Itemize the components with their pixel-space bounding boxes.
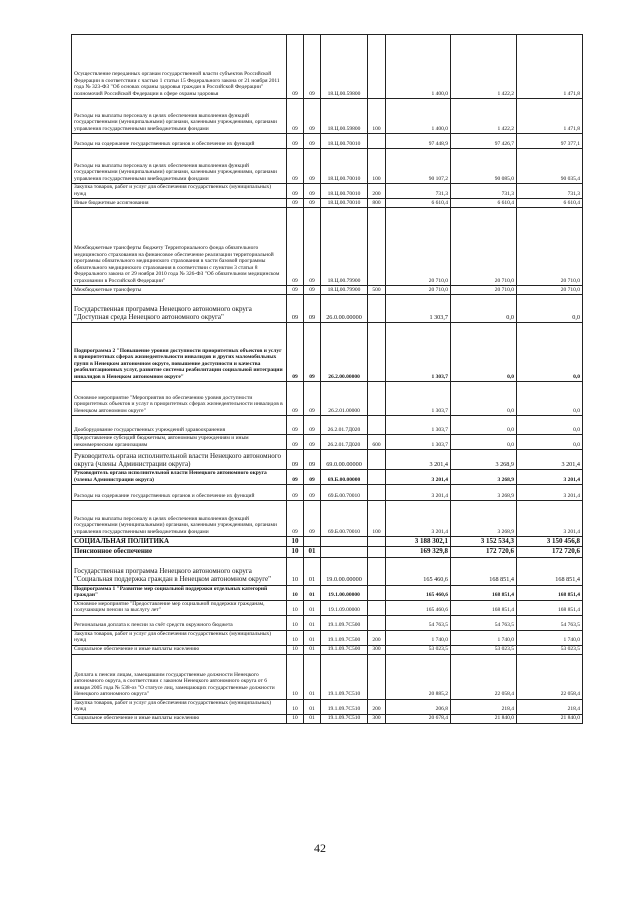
amount-year-3: 172 720,6	[517, 547, 583, 557]
amount-year-3: 0,0	[517, 295, 583, 323]
table-row	[72, 382, 583, 416]
row-name: Руководитель органа исполнительной власти Ненецкого автономного округа (члены Администрации округа)	[72, 450, 287, 470]
target-article-code: 18.Ц.00.70010	[321, 134, 368, 149]
subsection-code: 09	[304, 134, 321, 149]
target-article-code: 26.2.01.7Д020	[321, 435, 368, 450]
amount-year-1: 3 201,4	[386, 470, 451, 485]
subsection-code: 01	[304, 547, 321, 557]
table-row	[72, 286, 583, 295]
subsection-code: 09	[304, 435, 321, 450]
expense-type-code	[368, 382, 386, 416]
target-article-code: 18.Ц.00.70010	[321, 199, 368, 208]
subsection-code: 09	[304, 470, 321, 485]
subsection-code: 09	[304, 199, 321, 208]
amount-year-3: 97 377,1	[517, 134, 583, 149]
table-row	[72, 416, 583, 435]
expense-type-code	[368, 416, 386, 435]
expense-type-code: 100	[368, 99, 386, 134]
target-article-code	[321, 547, 368, 557]
amount-year-2: 54 763,5	[451, 615, 517, 630]
amount-year-2: 168 851,4	[451, 557, 517, 585]
row-name: Государственная программа Ненецкого автономного округа "Социальная поддержка граждан в Ненецком автономном округе"	[72, 557, 287, 585]
amount-year-3: 53 023,5	[517, 645, 583, 654]
amount-year-2: 0,0	[451, 323, 517, 382]
budget-table	[71, 34, 583, 724]
section-code: 09	[287, 134, 304, 149]
expense-type-code: 300	[368, 714, 386, 723]
target-article-code: 69.Б.00.70010	[321, 501, 368, 537]
amount-year-2: 172 720,6	[451, 547, 517, 557]
amount-year-3: 0,0	[517, 416, 583, 435]
expense-type-code	[368, 208, 386, 286]
subsection-code: 01	[304, 714, 321, 723]
expense-type-code	[368, 547, 386, 557]
expense-type-code	[368, 485, 386, 501]
target-article-code: 19.1.09.7С500	[321, 630, 368, 645]
subsection-code: 09	[304, 485, 321, 501]
amount-year-3: 0,0	[517, 382, 583, 416]
amount-year-2: 168 851,4	[451, 600, 517, 615]
expense-type-code: 200	[368, 184, 386, 199]
amount-year-2: 6 610,4	[451, 199, 517, 208]
amount-year-3: 3 201,4	[517, 470, 583, 485]
section-code: 09	[287, 286, 304, 295]
amount-year-1: 3 188 302,1	[386, 537, 451, 547]
amount-year-1: 1 303,7	[386, 416, 451, 435]
amount-year-2: 218,4	[451, 699, 517, 714]
amount-year-3: 54 763,5	[517, 615, 583, 630]
target-article-code: 19.1.09.7С510	[321, 699, 368, 714]
amount-year-2: 3 268,9	[451, 450, 517, 470]
amount-year-2: 731,3	[451, 184, 517, 199]
row-name: Руководитель органа исполнительной власти Ненецкого автономного округа (члены Администрации округа)	[72, 470, 287, 485]
row-name: СОЦИАЛЬНАЯ ПОЛИТИКА	[72, 537, 287, 547]
target-article-code: 18.Ц.00.79900	[321, 286, 368, 295]
amount-year-1: 1 400,0	[386, 35, 451, 99]
amount-year-1: 3 201,4	[386, 485, 451, 501]
section-code: 09	[287, 416, 304, 435]
table-row	[72, 537, 583, 547]
section-code: 10	[287, 630, 304, 645]
section-code: 09	[287, 323, 304, 382]
amount-year-2: 90 085,0	[451, 149, 517, 184]
amount-year-3: 168 851,4	[517, 585, 583, 600]
row-name: Закупка товаров, работ и услуг для обеспечения государственных (муниципальных) нужд	[72, 630, 287, 645]
amount-year-1: 20 710,0	[386, 208, 451, 286]
table-row	[72, 485, 583, 501]
section-code: 09	[287, 450, 304, 470]
expense-type-code	[368, 537, 386, 547]
section-code: 10	[287, 600, 304, 615]
target-article-code: 18.Ц.00.59800	[321, 99, 368, 134]
table-row	[72, 630, 583, 645]
section-code: 09	[287, 35, 304, 99]
amount-year-1: 53 023,5	[386, 645, 451, 654]
amount-year-3: 1 740,0	[517, 630, 583, 645]
row-name: Доплата к пенсии лицам, замещавшим государственные должности Ненецкого автономного округа, в соответствии с законом Ненецкого автономного округа от 6 января 2005 года № 538-оз "О статусе лиц, замещающих государственные должности Ненецкого автономного округа"	[72, 654, 287, 699]
section-code: 10	[287, 615, 304, 630]
amount-year-2: 168 851,4	[451, 585, 517, 600]
amount-year-2: 0,0	[451, 416, 517, 435]
row-name: Государственная программа Ненецкого автономного округа "Доступная среда Ненецкого автономного округа"	[72, 295, 287, 323]
amount-year-2: 0,0	[451, 382, 517, 416]
table-row	[72, 547, 583, 557]
table-row	[72, 501, 583, 537]
section-code: 10	[287, 714, 304, 723]
amount-year-1: 20 710,0	[386, 286, 451, 295]
row-name: Региональная доплата к пенсии за счёт средств окружного бюджета	[72, 615, 287, 630]
subsection-code: 09	[304, 450, 321, 470]
amount-year-2: 0,0	[451, 435, 517, 450]
target-article-code	[321, 537, 368, 547]
table-row	[72, 435, 583, 450]
subsection-code: 01	[304, 557, 321, 585]
section-code: 09	[287, 208, 304, 286]
row-name: Пенсионное обеспечение	[72, 547, 287, 557]
amount-year-3: 20 710,0	[517, 208, 583, 286]
amount-year-2: 53 023,5	[451, 645, 517, 654]
row-name: Предоставление субсидий бюджетным, автономным учреждениям и иным некоммерческим организациям	[72, 435, 287, 450]
section-code: 09	[287, 485, 304, 501]
subsection-code: 01	[304, 600, 321, 615]
table-row	[72, 600, 583, 615]
table-row	[72, 184, 583, 199]
expense-type-code	[368, 470, 386, 485]
row-name: Расходы на выплаты персоналу в целях обеспечения выполнения функций государственными (муниципальными) органами, казенными учреждениями, органами управления государственными внебюджетными фондами	[72, 99, 287, 134]
row-name: Социальное обеспечение и иные выплаты населению	[72, 714, 287, 723]
table-row	[72, 470, 583, 485]
amount-year-1: 1 303,7	[386, 295, 451, 323]
amount-year-1: 165 460,6	[386, 585, 451, 600]
table-row	[72, 295, 583, 323]
target-article-code: 26.0.00.00000	[321, 295, 368, 323]
amount-year-1: 1 303,7	[386, 323, 451, 382]
page-number: 42	[314, 841, 326, 855]
expense-type-code	[368, 557, 386, 585]
section-code: 09	[287, 199, 304, 208]
amount-year-1: 90 107,2	[386, 149, 451, 184]
amount-year-3: 3 201,4	[517, 485, 583, 501]
section-code: 09	[287, 184, 304, 199]
target-article-code: 26.2.01.7Д020	[321, 416, 368, 435]
section-code: 10	[287, 699, 304, 714]
subsection-code: 09	[304, 208, 321, 286]
amount-year-2: 0,0	[451, 295, 517, 323]
amount-year-1: 165 460,6	[386, 600, 451, 615]
amount-year-3: 90 035,4	[517, 149, 583, 184]
row-name: Осуществление переданных органам государственной власти субъектов Российской Федерации в соответствии с частью 1 статьи 15 Федерального закона от 21 ноября 2011 года № 323-ФЗ "Об основах охраны здоровья граждан в Российской Федерации" полномочий Российской Федерации в сфере охраны здоровья	[72, 35, 287, 99]
expense-type-code	[368, 600, 386, 615]
amount-year-1: 731,3	[386, 184, 451, 199]
section-code: 09	[287, 99, 304, 134]
subsection-code: 09	[304, 99, 321, 134]
table-row	[72, 323, 583, 382]
section-code: 10	[287, 537, 304, 547]
table-row	[72, 450, 583, 470]
subsection-code: 09	[304, 35, 321, 99]
subsection-code: 01	[304, 615, 321, 630]
amount-year-2: 22 058,4	[451, 654, 517, 699]
table-row	[72, 654, 583, 699]
expense-type-code: 600	[368, 435, 386, 450]
expense-type-code: 200	[368, 699, 386, 714]
amount-year-2: 21 840,0	[451, 714, 517, 723]
amount-year-1: 3 201,4	[386, 450, 451, 470]
target-article-code: 19.1.09.7С500	[321, 615, 368, 630]
amount-year-3: 1 471,8	[517, 99, 583, 134]
target-article-code: 26.2.00.00000	[321, 323, 368, 382]
target-article-code: 18.Ц.00.70010	[321, 149, 368, 184]
amount-year-2: 3 268,9	[451, 470, 517, 485]
expense-type-code	[368, 295, 386, 323]
expense-type-code	[368, 323, 386, 382]
section-code: 09	[287, 470, 304, 485]
amount-year-3: 218,4	[517, 699, 583, 714]
section-code: 09	[287, 149, 304, 184]
section-code: 09	[287, 382, 304, 416]
expense-type-code	[368, 35, 386, 99]
target-article-code: 26.2.01.00000	[321, 382, 368, 416]
row-name: Закупка товаров, работ и услуг для обеспечения государственных (муниципальных) нужд	[72, 699, 287, 714]
table-row	[72, 199, 583, 208]
target-article-code: 69.Б.00.70010	[321, 485, 368, 501]
row-name: Межбюджетные трансферты	[72, 286, 287, 295]
amount-year-1: 97 448,9	[386, 134, 451, 149]
amount-year-1: 206,8	[386, 699, 451, 714]
table-row	[72, 699, 583, 714]
section-code: 10	[287, 547, 304, 557]
expense-type-code: 200	[368, 630, 386, 645]
subsection-code: 09	[304, 501, 321, 537]
amount-year-3: 6 610,4	[517, 199, 583, 208]
expense-type-code	[368, 450, 386, 470]
target-article-code: 69.0.00.00000	[321, 450, 368, 470]
target-article-code: 19.1.00.00000	[321, 585, 368, 600]
expense-type-code	[368, 615, 386, 630]
table-row	[72, 557, 583, 585]
expense-type-code: 100	[368, 149, 386, 184]
expense-type-code: 500	[368, 286, 386, 295]
target-article-code: 19.1.09.7С510	[321, 714, 368, 723]
section-code: 10	[287, 557, 304, 585]
subsection-code	[304, 537, 321, 547]
amount-year-1: 20 885,2	[386, 654, 451, 699]
amount-year-3: 3 150 456,8	[517, 537, 583, 547]
expense-type-code	[368, 585, 386, 600]
subsection-code: 09	[304, 295, 321, 323]
expense-type-code: 100	[368, 501, 386, 537]
table-row	[72, 99, 583, 134]
table-row	[72, 35, 583, 99]
row-name: Основное мероприятие "Предоставление мер социальной поддержки гражданам, получающим пенсии за выслугу лет"	[72, 600, 287, 615]
amount-year-2: 20 710,0	[451, 286, 517, 295]
subsection-code: 09	[304, 184, 321, 199]
table-row	[72, 134, 583, 149]
target-article-code: 18.Ц.00.70010	[321, 184, 368, 199]
amount-year-2: 1 422,2	[451, 35, 517, 99]
amount-year-1: 1 303,7	[386, 382, 451, 416]
amount-year-3: 0,0	[517, 435, 583, 450]
table-row	[72, 585, 583, 600]
amount-year-3: 168 851,4	[517, 600, 583, 615]
target-article-code: 19.1.09.00000	[321, 600, 368, 615]
subsection-code: 09	[304, 323, 321, 382]
amount-year-1: 165 460,6	[386, 557, 451, 585]
subsection-code: 01	[304, 654, 321, 699]
amount-year-1: 169 329,8	[386, 547, 451, 557]
section-code: 10	[287, 585, 304, 600]
target-article-code: 69.Б.00.00000	[321, 470, 368, 485]
amount-year-3: 168 851,4	[517, 557, 583, 585]
amount-year-2: 97 426,7	[451, 134, 517, 149]
expense-type-code: 300	[368, 645, 386, 654]
expense-type-code	[368, 134, 386, 149]
section-code: 09	[287, 501, 304, 537]
subsection-code: 01	[304, 630, 321, 645]
target-article-code: 18.Ц.00.59800	[321, 35, 368, 99]
subsection-code: 09	[304, 286, 321, 295]
amount-year-3: 3 201,4	[517, 450, 583, 470]
amount-year-1: 20 678,4	[386, 714, 451, 723]
amount-year-3: 731,3	[517, 184, 583, 199]
subsection-code: 09	[304, 416, 321, 435]
row-name: Межбюджетные трансферты бюджету Территориального фонда обязательного медицинского страхования на финансовое обеспечение реализации территориальной программы обязательного медицинского страхования в части базовой программы обязательного медицинского страхования в соответствии с пунктом 3 статьи 8 Федерального закона от 29 ноября 2010 года № 326-ФЗ "Об обязательном медицинском страховании в Российской Федерации"	[72, 208, 287, 286]
section-code: 10	[287, 654, 304, 699]
amount-year-3: 1 471,8	[517, 35, 583, 99]
amount-year-1: 54 763,5	[386, 615, 451, 630]
row-name: Расходы на содержание государственных органов и обеспечение их функций	[72, 134, 287, 149]
section-code: 09	[287, 435, 304, 450]
table-row	[72, 714, 583, 723]
row-name: Иные бюджетные ассигнования	[72, 199, 287, 208]
table-row	[72, 645, 583, 654]
target-article-code: 19.0.00.00000	[321, 557, 368, 585]
subsection-code: 09	[304, 149, 321, 184]
amount-year-2: 1 740,0	[451, 630, 517, 645]
table-row	[72, 615, 583, 630]
amount-year-1: 1 303,7	[386, 435, 451, 450]
row-name: Расходы на содержание государственных органов и обеспечение их функций	[72, 485, 287, 501]
target-article-code: 19.1.09.7С510	[321, 654, 368, 699]
amount-year-2: 20 710,0	[451, 208, 517, 286]
table-row	[72, 149, 583, 184]
row-name: Расходы на выплаты персоналу в целях обеспечения выполнения функций государственными (муниципальными) органами, казенными учреждениями, органами управления государственными внебюджетными фондами	[72, 501, 287, 537]
subsection-code: 09	[304, 382, 321, 416]
expense-type-code	[368, 654, 386, 699]
amount-year-2: 3 268,9	[451, 485, 517, 501]
row-name: Расходы на выплаты персоналу в целях обеспечения выполнения функций государственными (муниципальными) органами, казенными учреждениями, органами управления государственными внебюджетными фондами	[72, 149, 287, 184]
expense-type-code: 800	[368, 199, 386, 208]
amount-year-2: 3 152 534,3	[451, 537, 517, 547]
amount-year-2: 1 422,2	[451, 99, 517, 134]
section-code: 09	[287, 295, 304, 323]
amount-year-3: 22 058,4	[517, 654, 583, 699]
amount-year-3: 20 710,0	[517, 286, 583, 295]
row-name: Дооборудование государственных учреждений здравоохранения	[72, 416, 287, 435]
target-article-code: 18.Ц.00.79900	[321, 208, 368, 286]
row-name: Закупка товаров, работ и услуг для обеспечения государственных (муниципальных) нужд	[72, 184, 287, 199]
amount-year-1: 3 201,4	[386, 501, 451, 537]
section-code: 10	[287, 645, 304, 654]
amount-year-3: 0,0	[517, 323, 583, 382]
target-article-code: 19.1.09.7С500	[321, 645, 368, 654]
amount-year-3: 21 840,0	[517, 714, 583, 723]
subsection-code: 01	[304, 585, 321, 600]
amount-year-2: 3 268,9	[451, 501, 517, 537]
row-name: Основное мероприятие "Мероприятия по обеспечению уровня доступности приоритетных объектов и услуг в приоритетных сферах жизнедеятельности инвалидов в Ненецком автономном округе"	[72, 382, 287, 416]
subsection-code: 01	[304, 645, 321, 654]
row-name: Социальное обеспечение и иные выплаты населению	[72, 645, 287, 654]
row-name: Подпрограмма 2 "Повышение уровня доступности приоритетных объектов и услуг в приоритетных сферах жизнедеятельности инвалидов и других маломобильных групп в Ненецком автономном округе, повышение доступности и качества реабилитационных услуг, развитие системы реабилитации социальной интеграции инвалидов в Ненецком автономном округе"	[72, 323, 287, 382]
amount-year-3: 3 201,4	[517, 501, 583, 537]
amount-year-1: 6 610,4	[386, 199, 451, 208]
amount-year-1: 1 400,0	[386, 99, 451, 134]
subsection-code: 01	[304, 699, 321, 714]
row-name: Подпрограмма 1 "Развитие мер социальной поддержки отдельных категорий граждан"	[72, 585, 287, 600]
amount-year-1: 1 740,0	[386, 630, 451, 645]
table-row	[72, 208, 583, 286]
